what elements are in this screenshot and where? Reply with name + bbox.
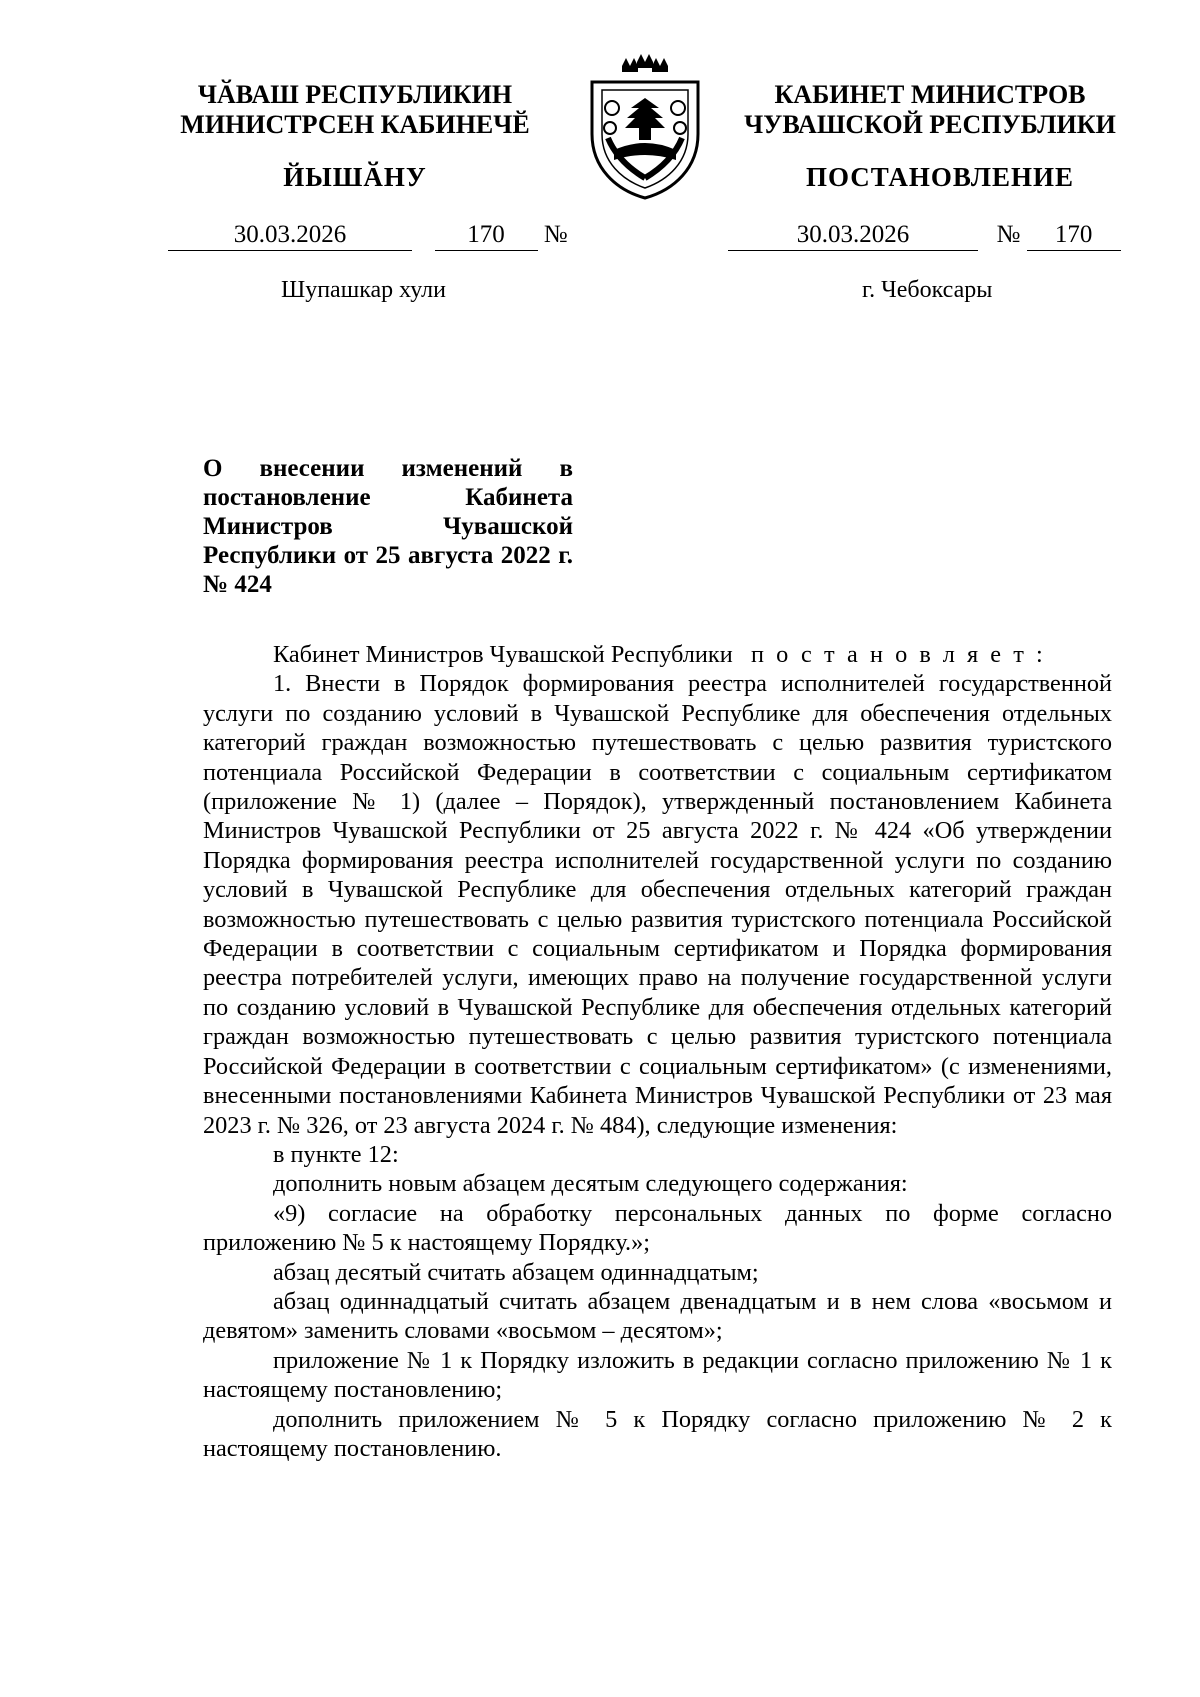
coat-of-arms-emblem bbox=[574, 52, 716, 204]
doctype-left: ЙЫШӐНУ bbox=[283, 162, 427, 192]
header-left-line2: МИНИСТРСЕН КАБИНЕЧӖ bbox=[180, 110, 530, 139]
paragraph-7: приложение № 1 к Порядку изложить в редакции согласно приложению № 1 к настоящему постановлению; bbox=[203, 1346, 1112, 1404]
paragraph-8: дополнить приложением № 5 к Порядку согласно приложению № 2 к настоящему постановлению. bbox=[203, 1405, 1112, 1462]
registration-date-right: 30.03.2026 bbox=[728, 220, 978, 251]
place-right: г. Чебоксары bbox=[862, 277, 993, 303]
paragraph-6: абзац одиннадцатый считать абзацем двенадцатым и в нем слова «восьмом и девятом» заменить словами «восьмом – десятом»; bbox=[203, 1287, 1112, 1345]
paragraph-3: дополнить новым абзацем десятым следующего содержания: bbox=[273, 1170, 908, 1198]
registration-number-left: 170 bbox=[435, 220, 538, 251]
header-right-line1: КАБИНЕТ МИНИСТРОВ bbox=[774, 80, 1086, 109]
doctype-right: ПОСТАНОВЛЕНИЕ bbox=[805, 162, 1075, 192]
paragraph-4: «9) согласие на обработку персональных данных по форме согласно приложению № 5 к настоящему Порядку.»; bbox=[203, 1199, 1112, 1257]
registration-left bbox=[168, 220, 568, 250]
document-subject: О внесении изменений в постановление Кабинета Министров Чувашской Республики от 25 августа 2022 г. № 424 bbox=[203, 455, 573, 598]
paragraph-5: абзац десятый считать абзацем одиннадцатым; bbox=[273, 1258, 759, 1286]
paragraph-2: в пункте 12: bbox=[273, 1140, 399, 1168]
intro-prefix: Кабинет Министров Чувашской Республики bbox=[273, 641, 733, 668]
registration-number-right: 170 bbox=[1027, 220, 1121, 251]
place-left: Шупашкар хули bbox=[281, 277, 446, 303]
document-body bbox=[203, 640, 1112, 1463]
intro-verb: постановляет: bbox=[750, 641, 1055, 668]
number-sign-left: № bbox=[543, 221, 568, 248]
header-left-title bbox=[130, 80, 580, 140]
header-right-title bbox=[720, 80, 1140, 140]
header-left-line1: ЧӐВАШ РЕСПУБЛИКИН bbox=[197, 80, 513, 109]
header-right-line2: ЧУВАШСКОЙ РЕСПУБЛИКИ bbox=[744, 110, 1116, 139]
number-sign-right: № bbox=[996, 221, 1021, 248]
intro-line bbox=[203, 640, 1112, 669]
paragraph-1: 1. Внести в Порядок формирования реестра исполнителей государственной услуги по созданию условий в Чувашской Республике для обеспечения отдельных категорий граждан возможностью путешествовать с целью развития туристского потенциала Российской Федерации в соответствии с социальным сертификатом (приложение № 1) (далее – Порядок), утвержденный постановлением Кабинета Министров Чувашской Республики от 25 августа 2022 г. № 424 «Об утверждении Порядка формирования реестра исполнителей государственной услуги по созданию условий в Чувашской Республике для обеспечения отдельных категорий граждан возможностью путешествовать с целью развития туристского потенциала Российской Федерации в соответствии с социальным сертификатом и Порядка формирования реестра потребителей услуги, имеющих право на получение государственной услуги по созданию условий в Чувашской Республике для обеспечения отдельных категорий граждан возможностью путешествовать с целью развития туристского потенциала Российской Федерации в соответствии с социальным сертификатом» (с изменениями, внесенными постановлениями Кабинета Министров Чувашской Республики от 23 мая 2023 г. № 326, от 23 августа 2024 г. № 484), следующие изменения: bbox=[203, 670, 1112, 1139]
registration-date-left: 30.03.2026 bbox=[168, 220, 412, 251]
registration-right bbox=[728, 220, 1121, 250]
